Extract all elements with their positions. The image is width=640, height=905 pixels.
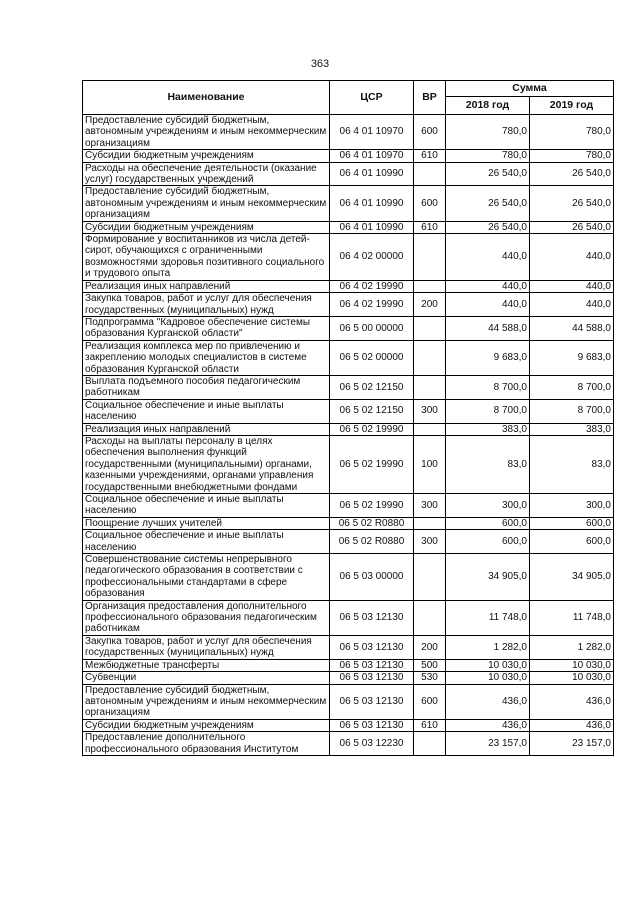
row-sum-2019: 780,0 [530, 115, 614, 150]
page-number: 363 [310, 58, 330, 70]
row-csr: 06 5 03 12130 [330, 719, 414, 731]
row-sum-2018: 10 030,0 [446, 659, 530, 671]
row-csr: 06 5 02 19990 [330, 494, 414, 518]
row-name: Социальное обеспечение и иные выплаты населению [83, 530, 330, 554]
row-vr [414, 554, 446, 601]
row-name: Расходы на выплаты персоналу в целях обеспечения выполнения функций государственными (муниципальными) органами, казенными учреждениями, органами управления государственными внебюджетными фондами [83, 435, 330, 493]
row-csr: 06 4 02 19990 [330, 293, 414, 317]
row-vr: 100 [414, 435, 446, 493]
header-year-2019: 2019 год [530, 97, 614, 115]
row-sum-2019: 34 905,0 [530, 554, 614, 601]
row-name: Социальное обеспечение и иные выплаты населению [83, 494, 330, 518]
row-csr: 06 5 00 00000 [330, 316, 414, 340]
row-vr: 610 [414, 221, 446, 233]
row-sum-2019: 26 540,0 [530, 221, 614, 233]
row-name: Организация предоставления дополнительного профессионального образования педагогическим работникам [83, 600, 330, 635]
table-row [83, 423, 614, 435]
row-sum-2019: 1 282,0 [530, 635, 614, 659]
row-name: Субсидии бюджетным учреждениям [83, 221, 330, 233]
row-sum-2018: 440,0 [446, 234, 530, 281]
row-sum-2019: 44 588,0 [530, 316, 614, 340]
row-sum-2018: 8 700,0 [446, 375, 530, 399]
row-sum-2018: 600,0 [446, 517, 530, 529]
row-csr: 06 5 02 00000 [330, 340, 414, 375]
row-sum-2018: 440,0 [446, 280, 530, 292]
row-csr: 06 4 02 00000 [330, 234, 414, 281]
row-sum-2019: 383,0 [530, 423, 614, 435]
row-sum-2019: 23 157,0 [530, 732, 614, 756]
row-sum-2018: 780,0 [446, 115, 530, 150]
row-name: Социальное обеспечение и иные выплаты населению [83, 399, 330, 423]
row-name: Субсидии бюджетным учреждениям [83, 719, 330, 731]
row-csr: 06 4 01 10970 [330, 115, 414, 150]
row-vr: 600 [414, 186, 446, 221]
row-sum-2019: 440,0 [530, 234, 614, 281]
row-vr: 300 [414, 399, 446, 423]
table-row [83, 186, 614, 221]
row-sum-2019: 10 030,0 [530, 659, 614, 671]
row-sum-2018: 9 683,0 [446, 340, 530, 375]
row-csr: 06 5 02 19990 [330, 423, 414, 435]
row-sum-2018: 780,0 [446, 150, 530, 162]
row-name: Предоставление субсидий бюджетным, автономным учреждениям и иным некоммерческим организациям [83, 186, 330, 221]
row-name: Закупка товаров, работ и услуг для обеспечения государственных (муниципальных) нужд [83, 293, 330, 317]
row-name: Поощрение лучших учителей [83, 517, 330, 529]
row-sum-2018: 1 282,0 [446, 635, 530, 659]
row-vr: 200 [414, 635, 446, 659]
row-csr: 06 5 02 12150 [330, 375, 414, 399]
table-row [83, 684, 614, 719]
row-sum-2019: 440,0 [530, 293, 614, 317]
row-sum-2018: 10 030,0 [446, 672, 530, 684]
table-row [83, 600, 614, 635]
row-csr: 06 4 02 19990 [330, 280, 414, 292]
table-row [83, 375, 614, 399]
row-sum-2019: 436,0 [530, 719, 614, 731]
row-sum-2019: 436,0 [530, 684, 614, 719]
row-sum-2018: 8 700,0 [446, 399, 530, 423]
row-csr: 06 4 01 10990 [330, 162, 414, 186]
row-name: Реализация комплекса мер по привлечению и закреплению молодых специалистов в системе образования Курганской области [83, 340, 330, 375]
table-row [83, 162, 614, 186]
table-row [83, 494, 614, 518]
row-vr [414, 517, 446, 529]
row-name: Предоставление дополнительного профессионального образования Институтом [83, 732, 330, 756]
row-vr [414, 234, 446, 281]
table-row [83, 732, 614, 756]
row-csr: 06 5 03 12130 [330, 635, 414, 659]
row-sum-2019: 8 700,0 [530, 375, 614, 399]
row-vr [414, 162, 446, 186]
table-row [83, 672, 614, 684]
row-sum-2018: 26 540,0 [446, 162, 530, 186]
row-sum-2019: 440,0 [530, 280, 614, 292]
row-sum-2019: 26 540,0 [530, 186, 614, 221]
row-csr: 06 4 01 10990 [330, 186, 414, 221]
row-vr [414, 316, 446, 340]
row-vr: 610 [414, 719, 446, 731]
header-sum: Сумма [446, 81, 614, 97]
row-csr: 06 4 01 10970 [330, 150, 414, 162]
row-sum-2018: 600,0 [446, 530, 530, 554]
row-csr: 06 5 03 12130 [330, 684, 414, 719]
table-row [83, 530, 614, 554]
budget-table [82, 80, 614, 756]
row-sum-2018: 34 905,0 [446, 554, 530, 601]
row-sum-2018: 436,0 [446, 684, 530, 719]
row-vr [414, 280, 446, 292]
table-row [83, 659, 614, 671]
row-name: Формирование у воспитанников из числа детей-сирот, обучающихся с ограниченными возможностями здоровья позитивного социального и трудового опыта [83, 234, 330, 281]
row-vr: 300 [414, 530, 446, 554]
row-sum-2019: 9 683,0 [530, 340, 614, 375]
row-vr [414, 375, 446, 399]
row-sum-2018: 26 540,0 [446, 221, 530, 233]
row-sum-2018: 436,0 [446, 719, 530, 731]
table-row [83, 719, 614, 731]
row-vr [414, 423, 446, 435]
row-vr: 600 [414, 684, 446, 719]
table-body [83, 115, 614, 756]
row-name: Расходы на обеспечение деятельности (оказание услуг) государственных учреждений [83, 162, 330, 186]
row-name: Выплата подъемного пособия педагогическим работникам [83, 375, 330, 399]
table-row [83, 340, 614, 375]
row-sum-2019: 780,0 [530, 150, 614, 162]
table-row [83, 399, 614, 423]
row-name: Предоставление субсидий бюджетным, автономным учреждениям и иным некоммерческим организациям [83, 115, 330, 150]
table-row [83, 234, 614, 281]
row-csr: 06 5 02 19990 [330, 435, 414, 493]
row-name: Совершенствование системы непрерывного педагогического образования в соответствии с профессиональными стандартами в сфере образования [83, 554, 330, 601]
row-sum-2019: 10 030,0 [530, 672, 614, 684]
table-row [83, 554, 614, 601]
header-year-2018: 2018 год [446, 97, 530, 115]
row-csr: 06 5 02 12150 [330, 399, 414, 423]
header-csr: ЦСР [330, 81, 414, 115]
row-csr: 06 5 03 12130 [330, 659, 414, 671]
table-row [83, 517, 614, 529]
row-name: Закупка товаров, работ и услуг для обеспечения государственных (муниципальных) нужд [83, 635, 330, 659]
row-csr: 06 5 02 R0880 [330, 517, 414, 529]
row-sum-2018: 26 540,0 [446, 186, 530, 221]
row-sum-2019: 11 748,0 [530, 600, 614, 635]
row-name: Межбюджетные трансферты [83, 659, 330, 671]
row-vr: 530 [414, 672, 446, 684]
header-name: Наименование [83, 81, 330, 115]
row-vr: 300 [414, 494, 446, 518]
row-csr: 06 5 03 12130 [330, 600, 414, 635]
row-csr: 06 5 03 12230 [330, 732, 414, 756]
row-name: Подпрограмма "Кадровое обеспечение системы образования Курганской области" [83, 316, 330, 340]
header-vr: ВР [414, 81, 446, 115]
row-sum-2018: 440,0 [446, 293, 530, 317]
row-sum-2019: 300,0 [530, 494, 614, 518]
row-vr: 610 [414, 150, 446, 162]
row-name: Субвенции [83, 672, 330, 684]
table-row [83, 635, 614, 659]
row-sum-2019: 26 540,0 [530, 162, 614, 186]
row-vr: 600 [414, 115, 446, 150]
row-vr [414, 600, 446, 635]
row-vr [414, 732, 446, 756]
row-csr: 06 5 03 12130 [330, 672, 414, 684]
row-sum-2018: 83,0 [446, 435, 530, 493]
row-name: Субсидии бюджетным учреждениям [83, 150, 330, 162]
row-vr [414, 340, 446, 375]
table-row [83, 280, 614, 292]
row-sum-2018: 11 748,0 [446, 600, 530, 635]
row-sum-2018: 300,0 [446, 494, 530, 518]
row-vr: 500 [414, 659, 446, 671]
table-row [83, 115, 614, 150]
row-sum-2019: 8 700,0 [530, 399, 614, 423]
table-row [83, 221, 614, 233]
row-name: Предоставление субсидий бюджетным, автономным учреждениям и иным некоммерческим организациям [83, 684, 330, 719]
table-row [83, 435, 614, 493]
row-vr: 200 [414, 293, 446, 317]
row-csr: 06 5 02 R0880 [330, 530, 414, 554]
row-sum-2018: 44 588,0 [446, 316, 530, 340]
row-sum-2018: 383,0 [446, 423, 530, 435]
row-sum-2019: 600,0 [530, 517, 614, 529]
table-row [83, 293, 614, 317]
table-row [83, 150, 614, 162]
row-sum-2018: 23 157,0 [446, 732, 530, 756]
table-row [83, 316, 614, 340]
row-sum-2019: 600,0 [530, 530, 614, 554]
row-name: Реализация иных направлений [83, 280, 330, 292]
row-csr: 06 5 03 00000 [330, 554, 414, 601]
row-csr: 06 4 01 10990 [330, 221, 414, 233]
row-sum-2019: 83,0 [530, 435, 614, 493]
row-name: Реализация иных направлений [83, 423, 330, 435]
